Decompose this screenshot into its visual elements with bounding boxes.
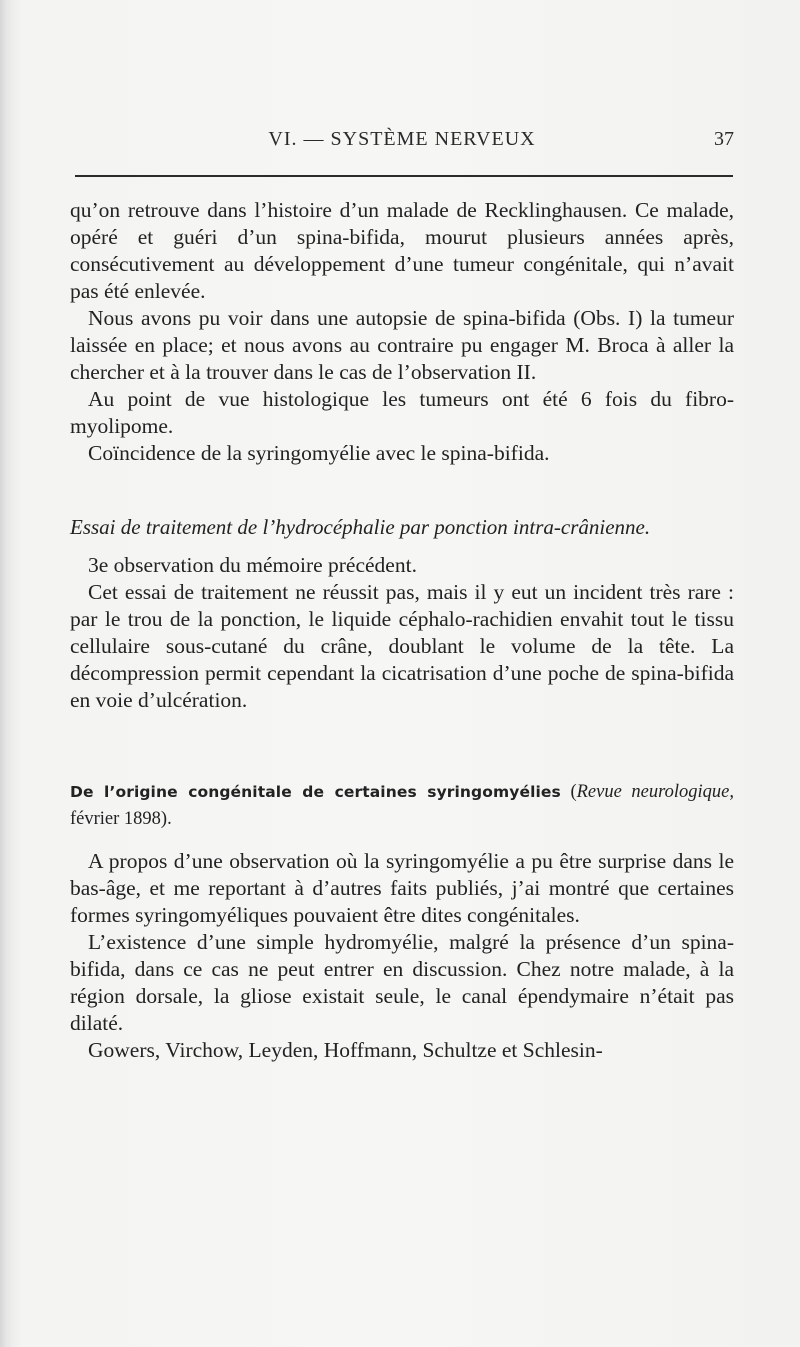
page-edge-shadow	[0, 0, 12, 1347]
paragraph-gowers: Gowers, Virchow, Leyden, Hoffmann, Schultze et Schlesin-	[88, 1038, 603, 1062]
page-number: 37	[714, 128, 734, 150]
heading-bold-text: De l’origine congénitale de certaines syringomyélies	[70, 783, 561, 801]
paragraph-essai: Cet essai de traitement ne réussit pas, mais il y eut un incident très rare : par le trou de la ponction, le liquide céphalo-rachidien envahit tout le tissu cellulaire sous-cutané du crâne, doublant le volume de la tête. La décompression permit cependant la cicatrisation d’une poche de spina-bifida en voie d’ulcération.	[70, 580, 734, 712]
paragraph-coincidence: Coïncidence de la syringomyélie avec le spina-bifida.	[88, 441, 550, 465]
running-title: VI. — SYSTÈME NERVEUX	[268, 128, 536, 150]
paragraph-propos: A propos d’une observation où la syringomyélie a pu être surprise dans le bas-âge, et me reportant à d’autres faits publiés, j’ai montré que certaines formes syringomyéliques pouvaient être dites congénitales.	[70, 849, 734, 927]
page-body	[70, 197, 734, 1064]
paragraph-histology: Au point de vue histologique les tumeurs ont été 6 fois du fibro-myolipome.	[70, 387, 734, 438]
page-header	[70, 126, 734, 160]
paragraph-observation: 3e observation du mémoire précédent.	[88, 553, 417, 577]
heading-date: février 1898).	[70, 809, 172, 829]
header-rule	[75, 175, 733, 177]
section-title-syringomyelies	[70, 778, 734, 832]
paragraph-autopsy: Nous avons pu voir dans une autopsie de spina-bifida (Obs. I) la tumeur laissée en place; et nous avons au contraire pu engager M. Broca à aller la chercher et à la trouver dans le cas de l’observation II.	[70, 306, 734, 384]
section-title-hydrocephalie: Essai de traitement de l’hydrocéphalie par ponction intra-crânienne.	[70, 515, 651, 539]
heading-journal: Revue neurologique,	[576, 782, 734, 802]
paragraph-continuation: qu’on retrouve dans l’histoire d’un malade de Recklinghausen. Ce malade, opéré et guéri d’un spina-bifida, mourut plusieurs années après, consécutivement au développement d’une tumeur congénitale, qui n’avait pas été enlevée.	[70, 198, 734, 303]
paragraph-existence: L’existence d’une simple hydromyélie, malgré la présence d’un spina-bifida, dans ce cas ne peut entrer en discussion. Chez notre malade, à la région dorsale, la gliose existait seule, le canal épendymaire n’était pas dilaté.	[70, 930, 734, 1035]
heading-open-paren: (	[560, 782, 577, 802]
